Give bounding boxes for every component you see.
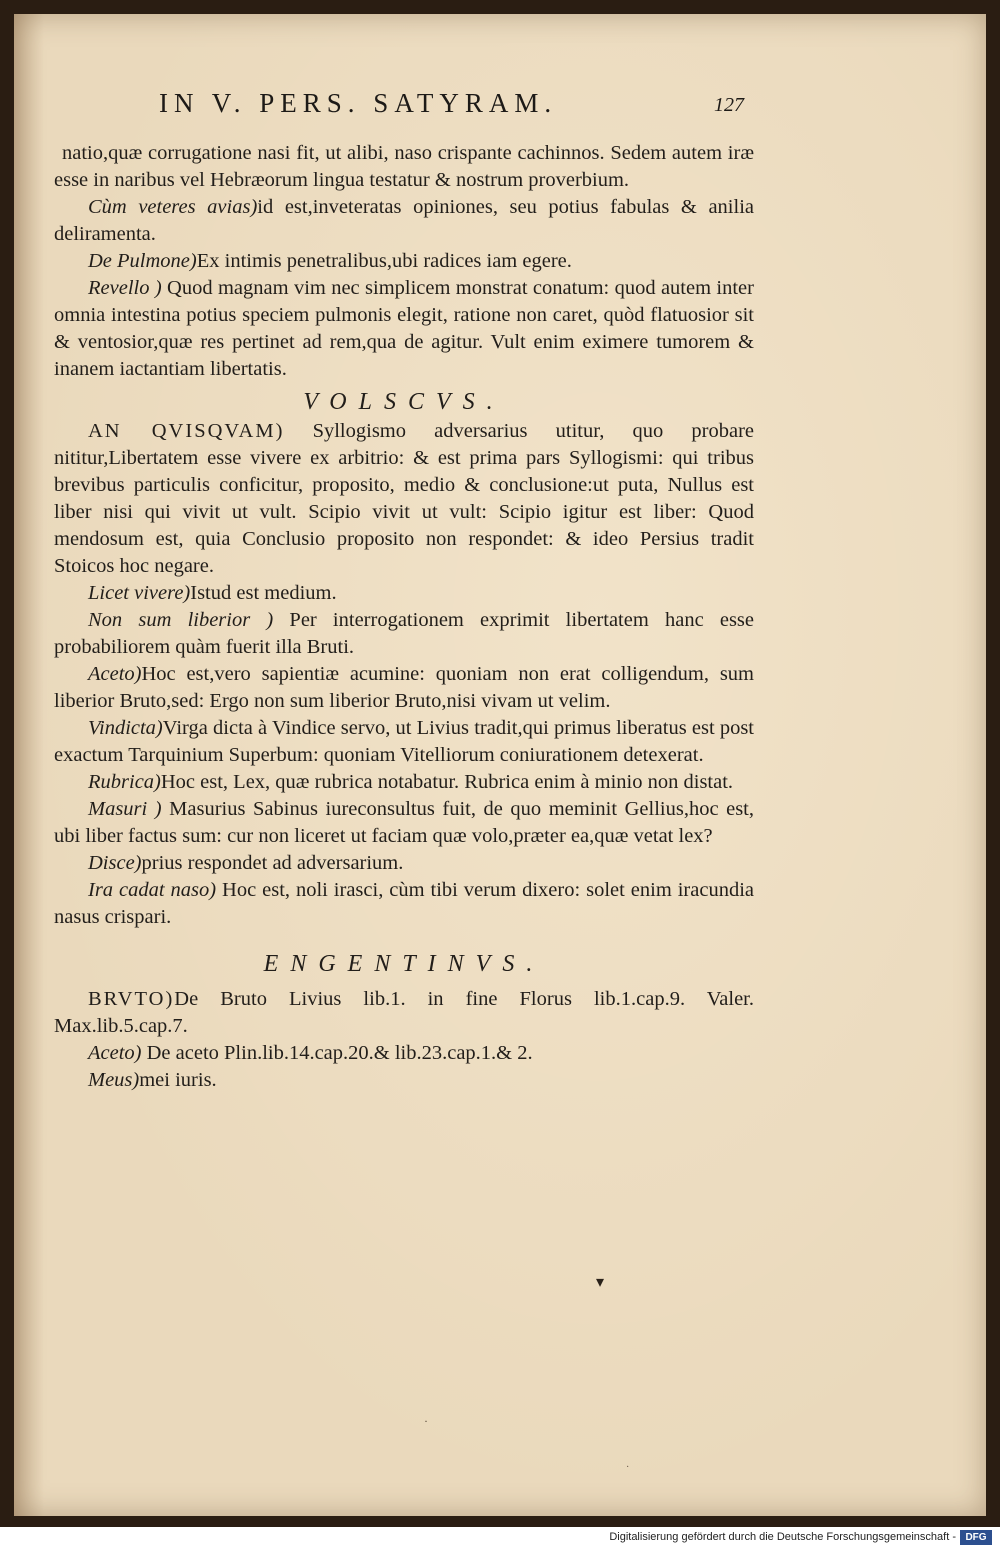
paragraph [54,769,754,796]
lemma: Aceto) [88,1042,142,1064]
paper-speck: · [424,1414,428,1428]
gloss: Istud est medium. [190,582,337,604]
gloss: Hoc est, Lex, quæ rubrica notabatur. Rubrica enim à minio non distat. [160,771,734,793]
gloss: mei iuris. [139,1069,217,1091]
gloss: De aceto Plin.lib.14.cap.20.& lib.23.cap.1.& 2. [146,1042,533,1064]
lemma: BRVTO) [88,988,175,1010]
paragraph [54,661,754,715]
paragraph [54,275,754,383]
paragraph [54,850,754,877]
lemma: Revello ) [88,277,162,299]
gloss: Ex intimis penetralibus,ubi radices iam egere. [196,250,572,272]
lemma: Meus) [88,1069,140,1091]
paragraph [54,607,754,661]
lemma: Ira cadat naso) [88,879,217,901]
paragraph [54,1040,754,1067]
lemma: Aceto) [88,663,142,685]
end-ornament-icon: ▾ [596,1274,605,1291]
paragraph: natio,quæ corrugatione nasi fit, ut alibi, naso crispante cachinnos. Sedem autem iræ esse in naribus vel Hebræorum lingua testatur & nostrum proverbium. [54,142,754,191]
paragraph [54,194,754,248]
footer-bar [0,1527,1000,1549]
commentary-text [54,140,754,1094]
lemma: Rubrica) [88,771,161,793]
paragraph [54,986,754,1040]
book-page [14,14,986,1516]
gloss: Per interrogationem exprimit libertatem hanc esse probabiliorem quàm fuerit illa Bruti. [54,609,754,658]
gloss: id est,inveteratas opiniones, seu potius fabulas & anilia deliramenta. [54,196,754,245]
lemma: Disce) [88,852,142,874]
page-number: 127 [714,94,744,116]
section-heading-volscus: VOLSCVS. [303,389,505,415]
dfg-logo-icon: DFG [960,1530,992,1545]
gloss: Quod magnam vim nec simplicem monstrat conatum: quod autem inter omnia intestina potius speciem pulmonis elegit, ratione non caret, quòd flatuosior sit & ventosior,quæ res pertinet ad rem,qua de agitur. Vult enim eximere tumorem & inanem iactantiam libertatis. [54,277,754,380]
funding-credit: Digitalisierung gefördert durch die Deutsche Forschungsgemeinschaft - [609,1531,956,1543]
paragraph [54,248,754,275]
running-head: IN V. PERS. SATYRAM. [159,88,558,118]
paragraph [54,877,754,931]
gloss: Virga dicta à Vindice servo, ut Livius tradit,qui primus liberatus est post exactum Tarquinium Superbum: quoniam Vitelliorum coniurationem detexerat. [54,717,754,766]
lemma: Cùm veteres avias) [88,196,258,218]
gloss: Hoc est,vero sapientiæ acumine: quoniam non erat colligendum, sum liberior Bruto,sed: Ergo non sum liberior Bruto,nisi vivam ut velim. [54,663,754,712]
paragraph [54,580,754,607]
lemma: De Pulmone) [88,250,197,272]
section-heading-engentinus: ENGENTINVS. [263,951,545,977]
paragraph [54,796,754,850]
gloss: Hoc est, noli irasci, cùm tibi verum dixero: solet enim iracundia nasus crispari. [54,879,754,928]
gloss: De Bruto Livius lib.1. in fine Florus lib.1.cap.9. Valer. Max.lib.5.cap.7. [54,988,754,1037]
paragraph [54,1067,754,1094]
lemma: Vindicta) [88,717,163,739]
gloss: Masurius Sabinus iureconsultus fuit, de quo meminit Gellius,hoc est, ubi liber factus sum: cur non liceret ut faciam quæ volo,præter ea,quæ vetat lex? [54,798,754,847]
paragraph [54,715,754,769]
gloss: Syllogismo adversarius utitur, quo probare nititur,Libertatem esse vivere ex arbitrio: & est prima pars Syllogismi: qui tribus brevibus particulis conficitur, proposito, medio & conclusione:ut puta, Nullus est liber nisi qui vivit ut vult. Scipio vivit ut vult: Scipio igitur est liber: Quod mendosum est, quia Conclusio proposito non respondet: & ideo Persius tradit Stoicos hoc negare. [54,420,754,577]
paragraph [54,418,754,580]
lemma: AN QVISQVAM) [88,420,285,442]
paper-speck: · [626,1462,630,1473]
lemma: Licet vivere) [88,582,191,604]
lemma: Non sum liberior ) [88,609,274,631]
gloss: prius respondet ad adversarium. [141,852,404,874]
lemma: Masuri ) [88,798,162,820]
